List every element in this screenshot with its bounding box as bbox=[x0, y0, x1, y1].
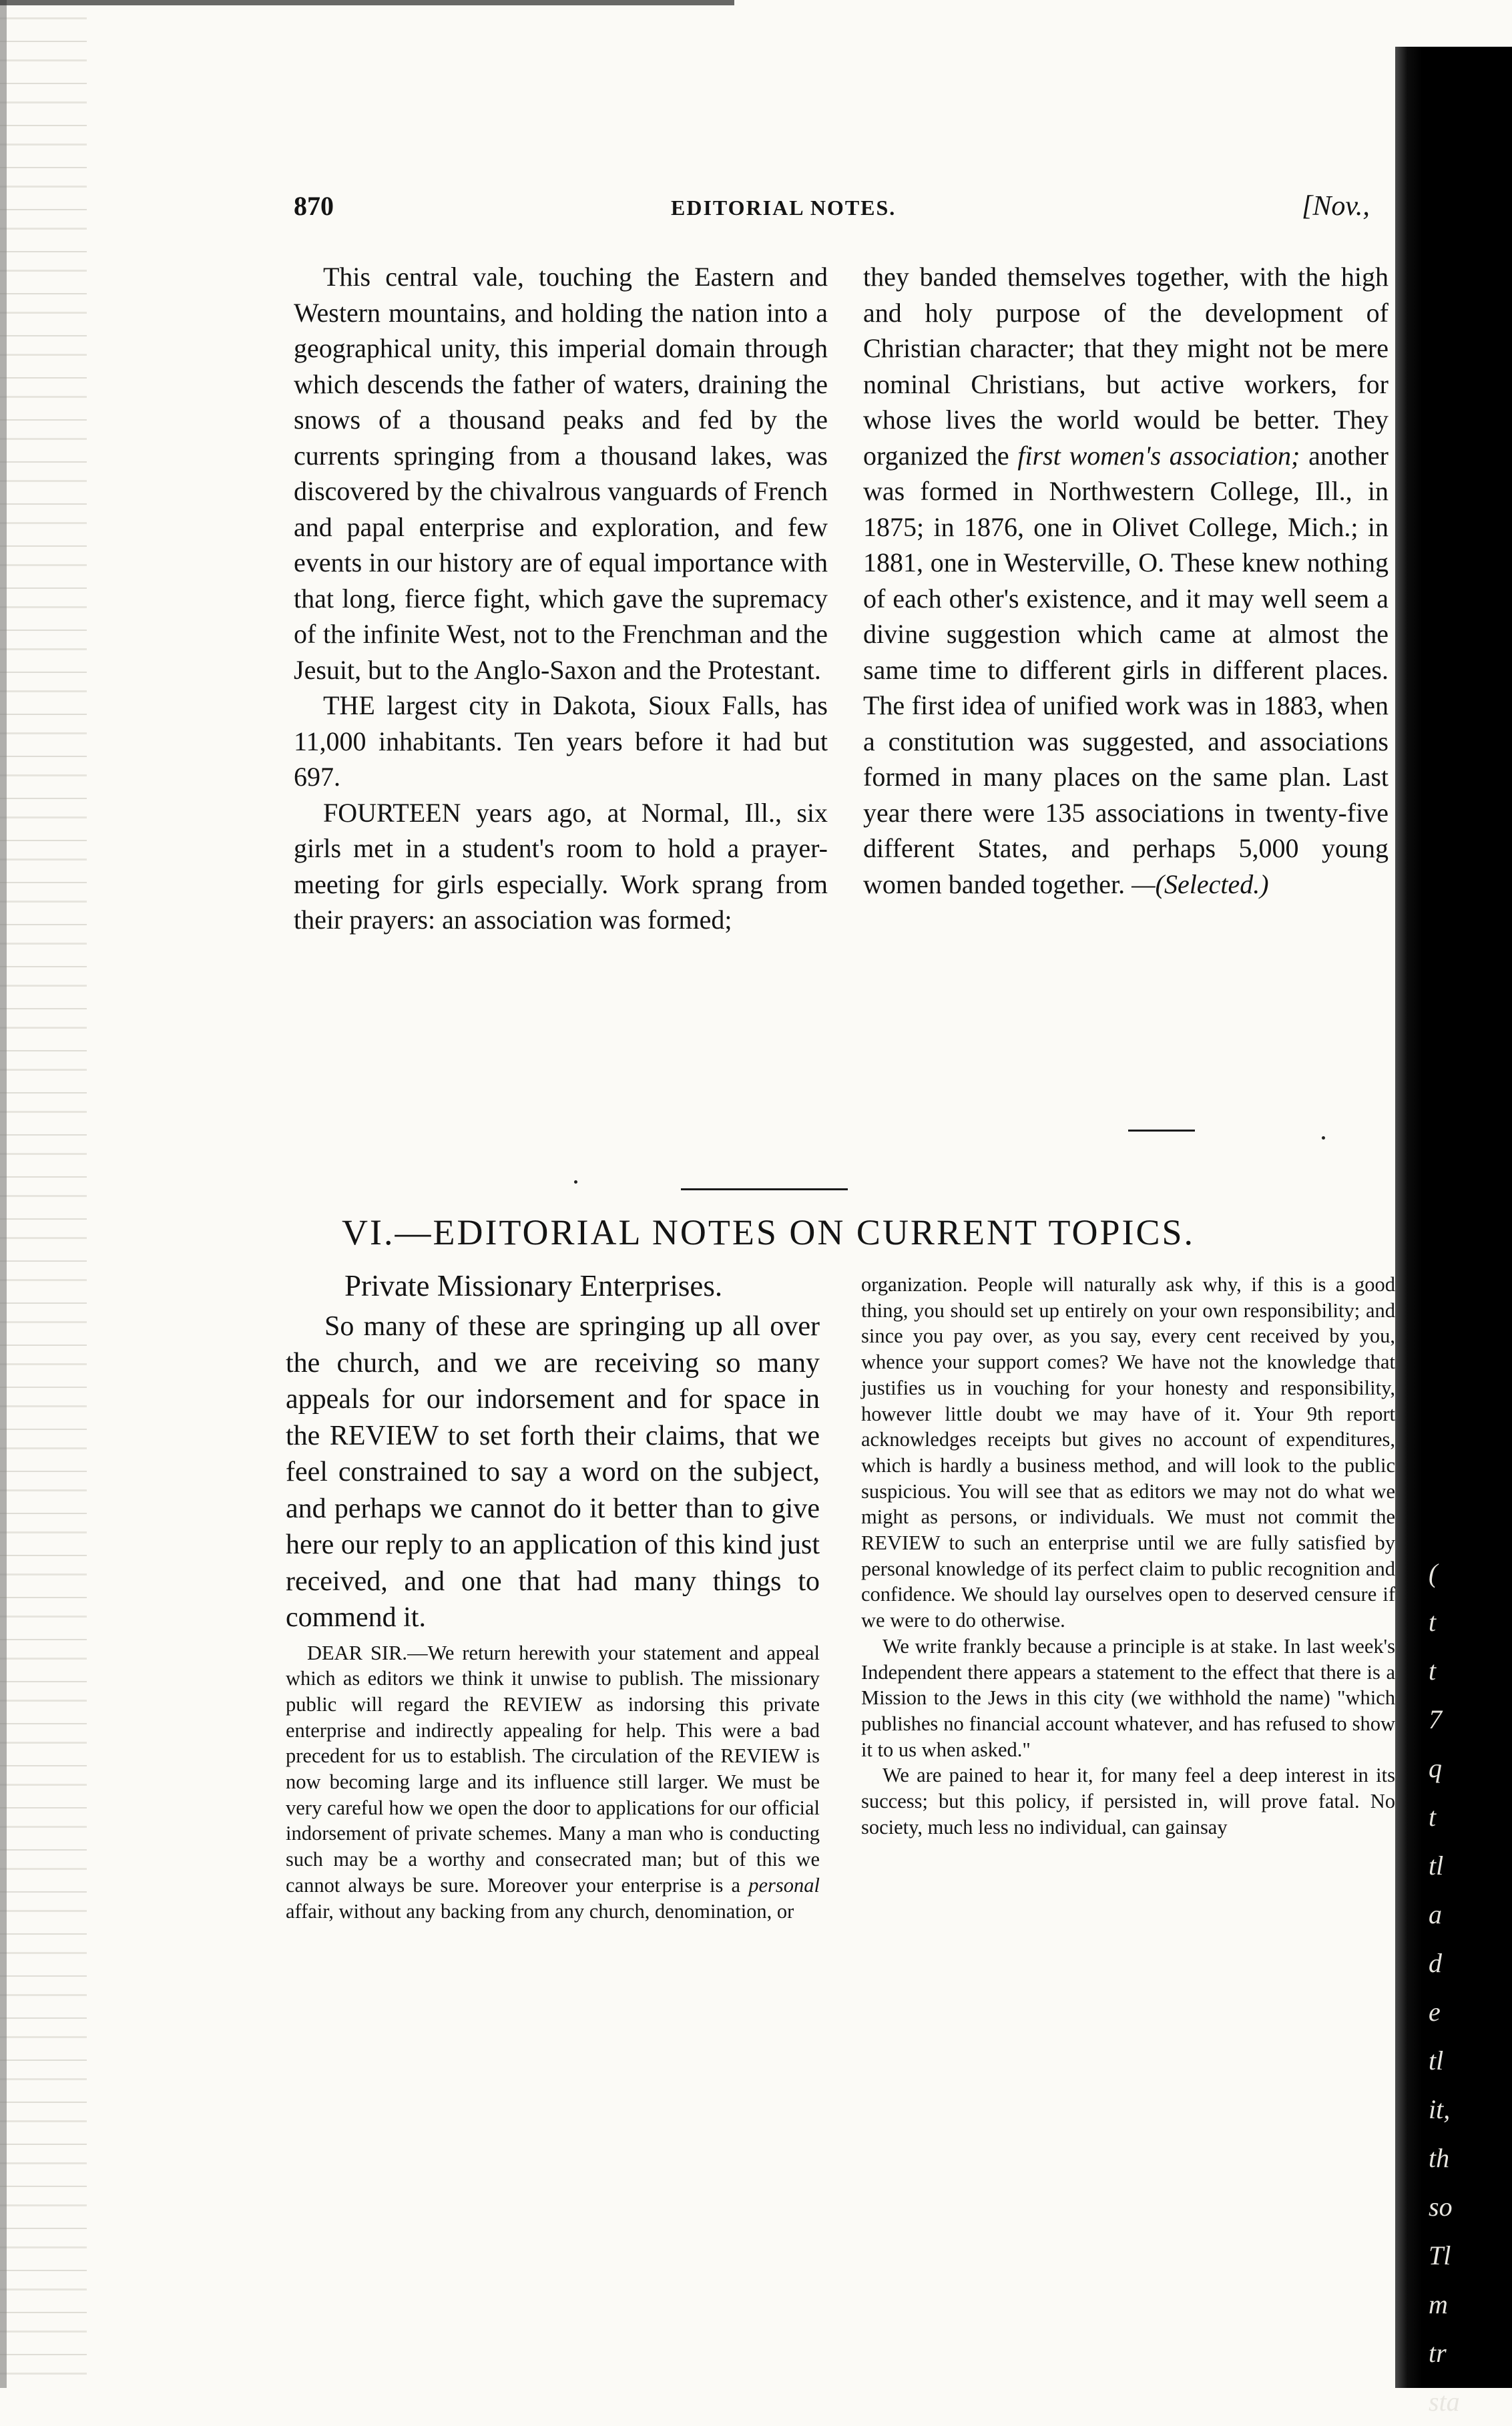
paragraph-text: largest city in Dakota, Sioux Falls, has 11,000 inhabitants. Ten years before it had but 697. bbox=[294, 690, 828, 792]
bleed-through-letter: so bbox=[1429, 2192, 1453, 2222]
paragraph-text: another was formed in Northwestern College, Ill., in 1875; in 1876, one in Olivet College, Mich.; in 1881, one in Westerville, O. These knew nothing of each other's existence, and it may well seem a divine suggestion which came at almost the same time to different girls in different places. The first idea of unified work was in 1883, when a constitution was suggested, and associations formed in many places on the same plan. Last year there were 135 associations in twenty-five different States, and perhaps 5,000 young women banded together. bbox=[863, 440, 1389, 899]
lead-word: FOURTEEN bbox=[323, 797, 461, 828]
paragraph-text: they banded themselves together, with the high and holy purpose of the development of Christian character; that they might not be mere nominal Christians, but active workers, for whose lives the world would be better. They organized the bbox=[863, 262, 1389, 471]
bleed-through-letter: it, bbox=[1429, 2094, 1451, 2124]
bleed-through-letter: t bbox=[1429, 1802, 1437, 1832]
bleed-through-letter: ( bbox=[1429, 1558, 1438, 1588]
letter-text: —We return herewith your statement and appeal which as editors we think it unwise to publish. The missionary public will regard the REVIEW as indorsing this private enterprise and indirectly appealing for help. This were a bad precedent for us to establish. The circulation of the REVIEW is now becoming large and its influence still larger. We must be very careful how we open the door to applications for our official indorsement of private schemes. Many a man who is conducting such may be a worthy and consecrated man; but of this we cannot always be sure. Moreover your enterprise is a bbox=[286, 1641, 820, 1897]
bleed-through-letter: t bbox=[1429, 1656, 1437, 1686]
paragraph-text: years ago, at Normal, Ill., six girls met in a student's room to hold a prayer-meeting for girls especially. Work sprang from their prayers: an association was formed; bbox=[294, 797, 828, 935]
column-top-right bbox=[863, 259, 1389, 902]
bleed-through-letter: Tl bbox=[1429, 2240, 1451, 2270]
paragraph: So many of these are springing up all over the church, and we are receiving so many appeals for our indorsement and for space in the REVIEW to set forth their claims, that we feel constrained to say a word on the subject, and perhaps we cannot do it better than to give here our reply to an application of this kind just received, and one that had many things to commend it. bbox=[286, 1311, 820, 1633]
bleed-through-letter: 7 bbox=[1429, 1704, 1442, 1734]
column-top-left bbox=[294, 259, 828, 938]
paragraph bbox=[294, 795, 828, 938]
bleed-through-letter: t bbox=[1429, 1607, 1437, 1637]
bleed-through-letter: d bbox=[1429, 1948, 1442, 1978]
page-header bbox=[294, 190, 1395, 230]
source-credit: —(Selected.) bbox=[1131, 869, 1269, 899]
bleed-through-letters bbox=[1429, 1549, 1469, 2426]
bleed-through-letter: q bbox=[1429, 1753, 1442, 1783]
section-rule-short bbox=[1128, 1130, 1195, 1132]
paragraph: We write frankly because a principle is at stake. In last week's Independent there appears a statement to the effect that there is a Mission to the Jews in this city (we withhold the name) "which publishes no financial account whatever, and has refused to show it to us when asked." bbox=[861, 1634, 1395, 1761]
binding-edge bbox=[0, 0, 87, 2388]
paragraph: This central vale, touching the Eastern and Western mountains, and holding the nation into a geographical unity, this imperial domain through which descends the father of waters, draining the snows of a thousand peaks and fed by the currents springing from a thousand lakes, was discovered by the chivalrous vanguards of French and papal enterprise and exploration, and few events in our history are of equal importance with that long, fierce fight, which gave the supremacy of the infinite West, not to the Frenchman and the Jesuit, but to the Anglo-Saxon and the Protestant. bbox=[294, 262, 828, 685]
paragraph bbox=[294, 688, 828, 795]
bleed-through-letter: th bbox=[1429, 2143, 1450, 2173]
column-bottom-right bbox=[861, 1272, 1395, 1840]
article-title: Private Missionary Enterprises. bbox=[344, 1269, 723, 1302]
lead-word: THE bbox=[323, 690, 375, 720]
scan-top-edge bbox=[0, 0, 734, 5]
section-title: VI.—EDITORIAL NOTES ON CURRENT TOPICS. bbox=[342, 1212, 1196, 1252]
salutation: DEAR SIR. bbox=[307, 1641, 408, 1664]
section-rule bbox=[681, 1188, 848, 1190]
bleed-through-letter: m bbox=[1429, 2289, 1448, 2319]
speck bbox=[574, 1180, 577, 1184]
page-number: 870 bbox=[294, 191, 334, 221]
bleed-through-letter: sta bbox=[1429, 2387, 1460, 2417]
speck bbox=[1322, 1136, 1325, 1140]
italic-text: first women's association; bbox=[1017, 440, 1300, 471]
paragraph bbox=[863, 259, 1389, 902]
issue-date: [Nov., bbox=[1302, 191, 1370, 222]
letter bbox=[286, 1640, 820, 1925]
bleed-through-letter: e bbox=[1429, 1997, 1441, 2027]
letter-text: affair, without any backing from any church, denomination, or bbox=[286, 1899, 794, 1923]
running-head: EDITORIAL NOTES. bbox=[671, 196, 897, 220]
bleed-through-letter: tl bbox=[1429, 1851, 1444, 1881]
paragraph: organization. People will naturally ask why, if this is a good thing, you should set up entirely on your own responsibility; and since you pay over, as you say, every cent received by you, whence your support comes? We have not the knowledge that justifies us in vouching for your honesty and responsibility, however little doubt we may have of it. Your 9th report acknowledges receipts but gives no account of expenditures, which is hardly a business method, and will look to the public suspicious. You will see that as editors we may not do what we might as persons, or individuals. We must not commit the REVIEW to such an enterprise until we are fully satisfied by personal knowledge of its perfect claim to public recognition and confidence. We should lay ourselves open to deserved censure if we were to do otherwise. bbox=[861, 1273, 1395, 1632]
column-bottom-left bbox=[286, 1308, 820, 1924]
bleed-through-letter: a bbox=[1429, 1899, 1442, 1929]
italic-text: personal bbox=[748, 1873, 820, 1897]
bleed-through-letter: tl bbox=[1429, 2045, 1444, 2076]
paragraph: We are pained to hear it, for many feel a deep interest in its success; but this policy, if persisted in, will prove fatal. No society, much less no individual, can gainsay bbox=[861, 1764, 1395, 1839]
bleed-through-letter: tr bbox=[1429, 2338, 1447, 2368]
